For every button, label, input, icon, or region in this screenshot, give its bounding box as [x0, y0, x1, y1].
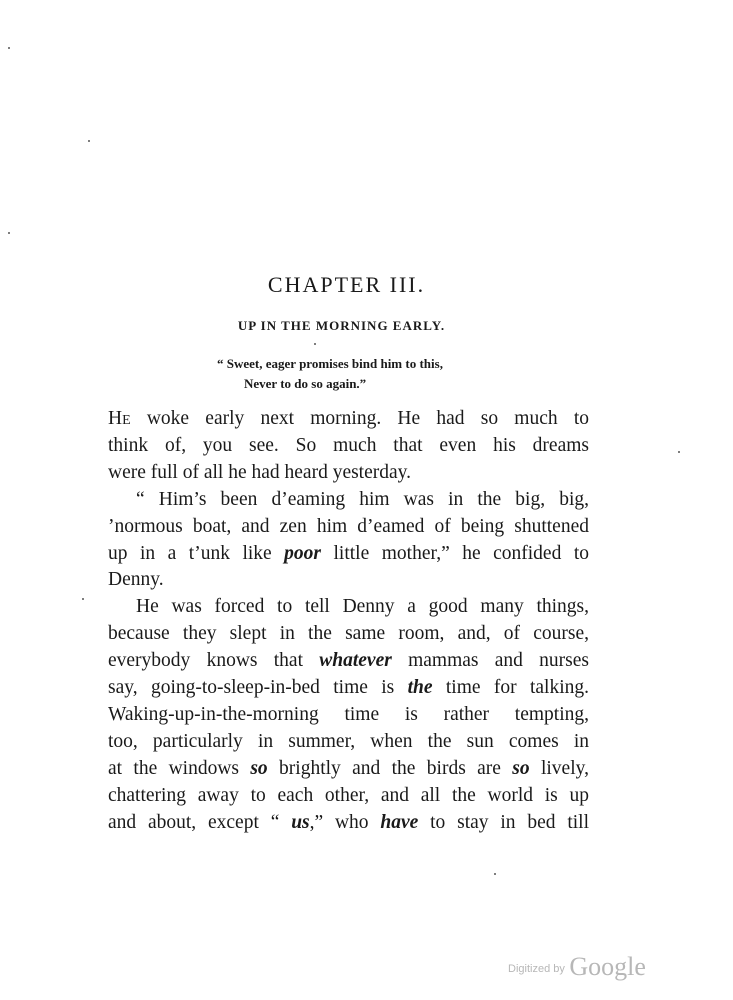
page-speck	[88, 140, 90, 142]
paragraph	[108, 487, 589, 595]
page-speck	[678, 451, 680, 453]
text-segment: and about, except “	[108, 811, 292, 833]
text-line	[108, 541, 589, 568]
emphasized-word: poor	[284, 542, 322, 564]
emphasized-word: have	[380, 811, 419, 833]
text-segment: were full of all he had heard yesterday.	[108, 461, 412, 483]
text-segment: little mother,” he confided to	[321, 542, 589, 564]
emphasized-word: us	[291, 811, 310, 833]
text-segment: lively,	[529, 757, 589, 779]
page-speck	[8, 47, 10, 49]
epigraph	[217, 354, 443, 394]
text-segment: woke early next morning. He had so much to	[130, 408, 589, 429]
body-text	[108, 406, 589, 837]
text-line	[108, 594, 589, 621]
text-segment: think of, you see. So much that even his dreams	[108, 434, 589, 456]
text-segment: chattering away to each other, and all the world is up	[108, 784, 589, 806]
google-logo: Google	[569, 952, 646, 981]
emphasized-word: the	[407, 677, 433, 699]
text-line	[108, 406, 589, 433]
text-segment: ’normous boat, and zen him d’eamed of being shuttened	[108, 515, 589, 537]
text-segment: at the windows	[108, 757, 251, 779]
chapter-subtitle: UP IN THE MORNING EARLY.	[237, 318, 446, 333]
text-segment: brightly and the birds are	[267, 757, 513, 779]
text-line	[108, 487, 589, 514]
text-segment: everybody knows that	[108, 650, 320, 672]
small-caps-word: He	[108, 408, 131, 429]
text-segment: to stay in bed till	[418, 811, 589, 833]
page-speck	[8, 232, 10, 234]
text-line	[108, 756, 589, 783]
text-line	[108, 729, 589, 756]
epigraph-line: “ Sweet, eager promises bind him to this,	[217, 356, 443, 371]
text-segment: too, particularly in summer, when the sun comes in	[108, 730, 589, 752]
text-line	[108, 675, 589, 702]
chapter-title: CHAPTER III.	[267, 272, 426, 297]
text-segment: mammas and nurses	[391, 650, 589, 672]
text-line	[108, 514, 589, 541]
text-segment: Waking-up-in-the-morning time is rather tempting,	[108, 703, 589, 725]
text-line	[108, 567, 589, 594]
text-segment: ,” who	[309, 811, 381, 833]
text-line	[108, 433, 589, 460]
emphasized-word: so	[512, 757, 530, 779]
text-segment: because they slept in the same room, and, of course,	[108, 623, 589, 645]
text-segment: “ Him’s been d’eaming him was in the big, big,	[136, 488, 589, 510]
text-line	[108, 702, 589, 729]
paragraph	[108, 594, 589, 836]
page-speck	[82, 598, 84, 600]
page-speck	[314, 343, 316, 345]
text-line	[108, 810, 589, 837]
paragraph	[108, 406, 589, 487]
emphasized-word: so	[250, 757, 268, 779]
text-segment: Denny.	[108, 569, 164, 591]
watermark-prefix: Digitized by	[508, 963, 565, 975]
text-segment: say, going-to-sleep-in-bed time is	[108, 677, 408, 699]
digitized-by-watermark	[508, 952, 646, 982]
text-segment: up in a t’unk like	[108, 542, 285, 564]
text-line	[108, 648, 589, 675]
epigraph-line: Never to do so again.”	[244, 376, 367, 391]
page-speck	[494, 873, 496, 875]
emphasized-word: whatever	[319, 650, 392, 672]
text-segment: He was forced to tell Denny a good many things,	[136, 596, 589, 618]
text-line	[108, 783, 589, 810]
text-line	[108, 460, 589, 487]
text-segment: time for talking.	[432, 677, 589, 699]
text-line	[108, 621, 589, 648]
